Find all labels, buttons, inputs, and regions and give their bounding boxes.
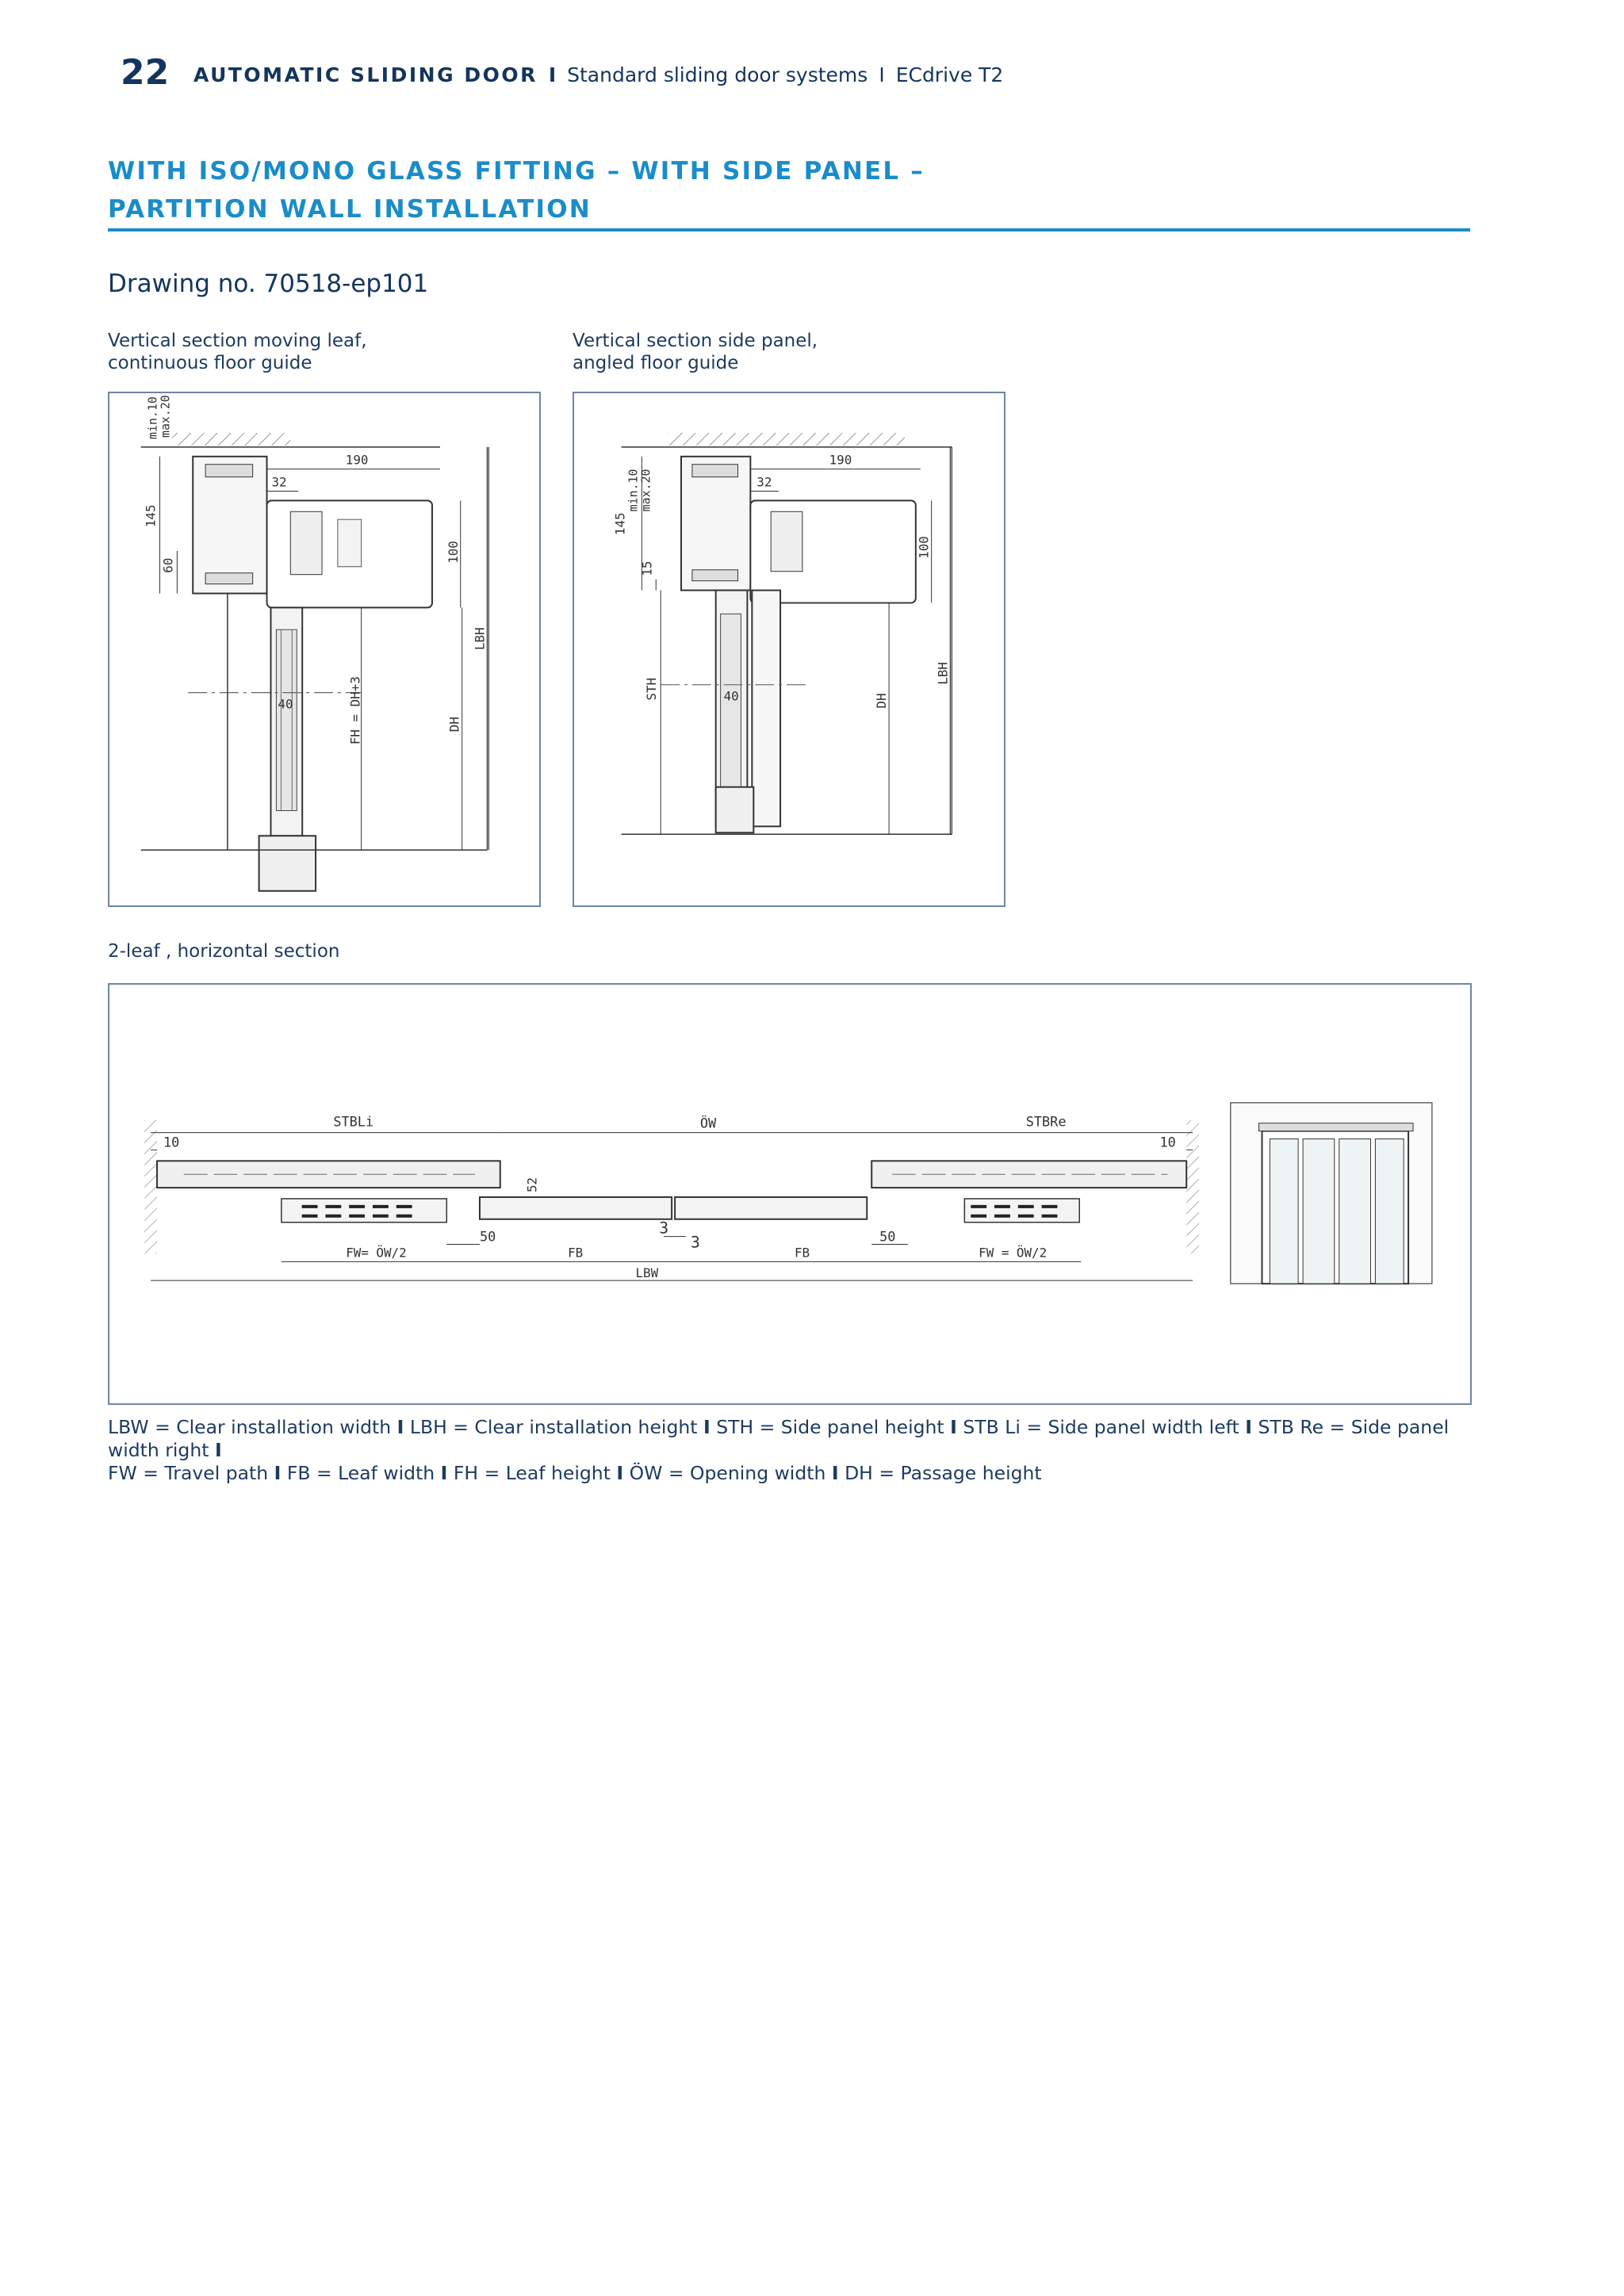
dim-sth: STH [644,677,660,701]
moving-leaf-left [480,1197,672,1219]
dim-10-right: 10 [1159,1134,1176,1150]
angled-floor-guide [716,787,754,833]
dim-50-left: 50 [479,1228,496,1245]
dim-fw-left: FW= ÖW/2 [346,1245,407,1261]
legend-ow: ÖW = Opening width [629,1462,826,1484]
legend-stb-re: STB Re = Side panel width right [108,1416,1450,1461]
leaf-open-right [964,1199,1079,1223]
legend-fh: FH = Leaf height [453,1462,611,1484]
legend-sep: I [1245,1416,1252,1438]
title-rule [108,228,1470,232]
subsection-name: Standard sliding door systems [567,63,868,86]
dim-fh: FH = DH+3 [347,676,363,745]
dim-lbh-2: LBH [935,661,951,685]
dim-max-20-2: max.20 [638,469,653,512]
horizontal-section-drawing [109,985,1470,1403]
legend-sep: I [616,1462,624,1484]
dim-100-2: 100 [916,536,932,559]
header-separator-2: I [879,63,885,86]
running-header [193,63,1003,86]
legend-sep: I [274,1462,282,1484]
header-separator: I [548,63,557,86]
dim-fb-right: FB [794,1245,810,1261]
dim-40-2: 40 [723,688,739,704]
dim-60: 60 [160,557,176,573]
ceiling-hatch-2 [668,433,905,446]
page-title [108,152,1472,228]
abbreviation-legend [108,1416,1503,1485]
dim-3b: 3 [690,1233,700,1252]
dim-3a: 3 [659,1219,669,1238]
section-name: AUTOMATIC SLIDING DOOR [193,63,538,86]
dim-dh-2: DH [874,693,890,709]
legend-sep: I [440,1462,448,1484]
legend-sep: I [214,1439,222,1461]
dim-50-right: 50 [879,1228,896,1245]
dim-dh: DH [446,717,462,733]
product-name: ECdrive T2 [895,63,1004,86]
caption-moving-leaf-line2: continuous floor guide [108,353,312,373]
dim-stb-li: STBLi [333,1113,374,1130]
dim-max-20: max.20 [158,395,173,438]
door-elevation-sketch [1231,1103,1432,1284]
legend-sep: I [950,1416,957,1438]
legend-sep: I [396,1416,404,1438]
page-title-line2: PARTITION WALL INSTALLATION [108,195,592,224]
caption-side-panel [573,330,818,374]
caption-horizontal: 2-leaf , horizontal section [108,941,340,962]
dim-lbh: LBH [472,627,488,650]
dim-145: 145 [143,504,159,528]
floor-guide [259,836,316,890]
side-panel-drawing [574,393,1004,905]
drawing-number: Drawing no. 70518-ep101 [108,270,429,298]
side-panel-left [157,1161,500,1188]
legend-lbw: LBW = Clear installation width [108,1416,392,1438]
dim-stb-re: STBRe [1025,1113,1067,1130]
caption-side-panel-line2: angled floor guide [573,353,739,373]
legend-sth: STH = Side panel height [716,1416,944,1438]
dim-52: 52 [524,1177,540,1193]
page-title-line1: WITH ISO/MONO GLASS FITTING – WITH SIDE PANEL – [108,157,925,186]
moving-leaf-right [675,1197,867,1219]
dim-40: 40 [278,696,293,712]
dim-100: 100 [445,541,461,564]
leaf-open-left [282,1199,446,1223]
wall-right [1186,1120,1199,1254]
dim-190: 190 [345,452,369,468]
caption-moving-leaf [108,330,367,374]
ceiling-hatch [172,433,290,446]
dim-32: 32 [271,474,287,490]
legend-fw: FW = Travel path [108,1462,269,1484]
side-panel [752,591,780,827]
wall-left [144,1120,157,1254]
legend-lbh: LBH = Clear installation height [409,1416,698,1438]
dim-32-2: 32 [756,474,772,490]
legend-stb-li: STB Li = Side panel width left [963,1416,1239,1438]
page-number: 22 [121,52,170,93]
dim-ow: ÖW [699,1115,717,1131]
legend-line2 [108,1462,1503,1485]
figure-side-panel [573,392,1005,907]
legend-sep: I [703,1416,710,1438]
dim-190-2: 190 [829,452,852,468]
caption-side-panel-line1: Vertical section side panel, [573,331,818,351]
legend-sep: I [831,1462,839,1484]
legend-fb: FB = Leaf width [286,1462,435,1484]
legend-dh: DH = Passage height [845,1462,1042,1484]
dim-min-10-2: min.10 [626,469,641,512]
figure-horizontal-section [108,983,1472,1405]
figure-moving-leaf [108,392,541,907]
dim-10-left: 10 [163,1134,180,1150]
moving-leaf-drawing [109,393,539,905]
dim-min-10: min.10 [145,396,160,439]
dim-15: 15 [639,561,655,576]
legend-line1 [108,1416,1503,1462]
dim-fb-left: FB [568,1245,584,1261]
dim-lbw: LBW [635,1265,659,1281]
caption-moving-leaf-line1: Vertical section moving leaf, [108,331,367,351]
dim-145-2: 145 [612,512,628,536]
dim-fw-right: FW = ÖW/2 [979,1245,1048,1261]
